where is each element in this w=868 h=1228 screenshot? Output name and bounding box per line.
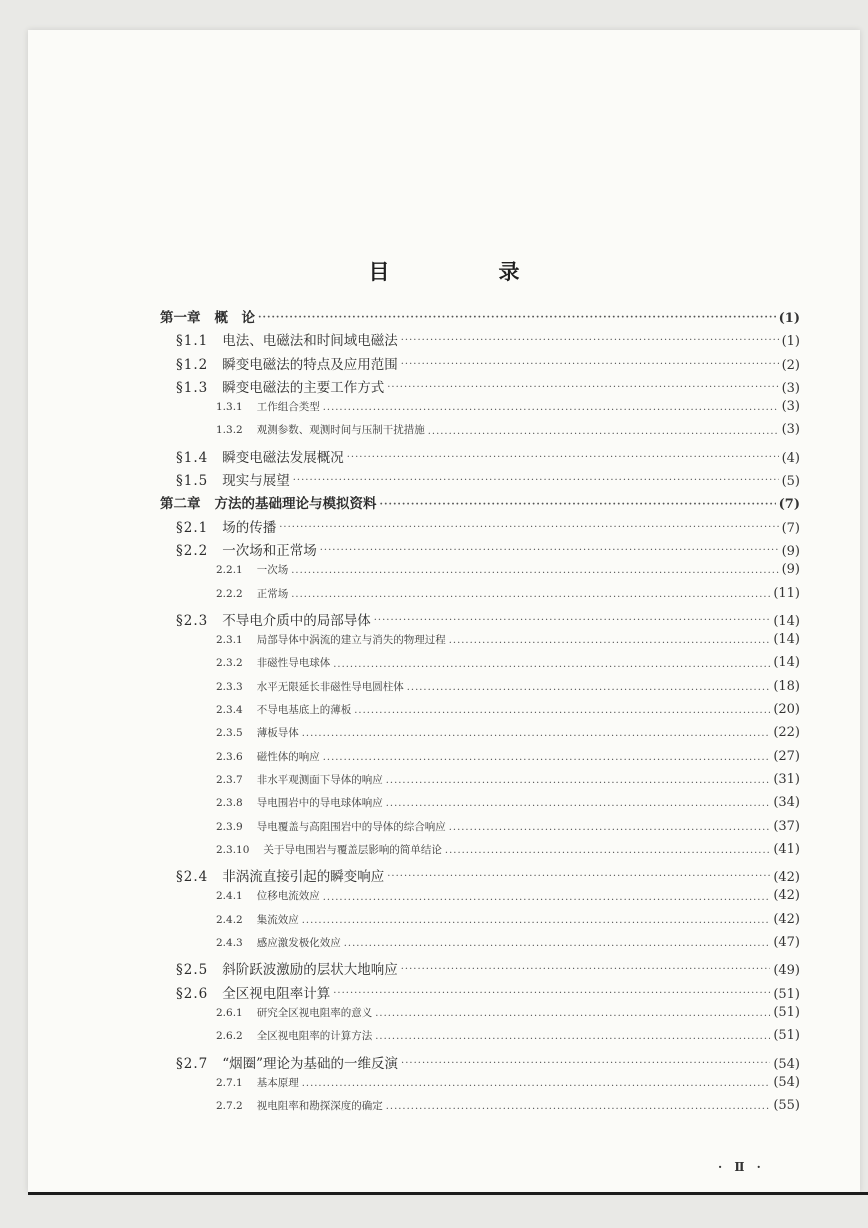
dot-leader — [375, 1034, 770, 1045]
toc-entry-title: “烟圈”理论为基础的一维反演 — [222, 1055, 399, 1072]
toc-entry-title: 非涡流直接引起的瞬变响应 — [222, 869, 385, 886]
toc-entry-page: (14) — [773, 632, 800, 648]
toc-entry-number: 2.4.3 — [216, 937, 243, 950]
dot-leader — [333, 988, 770, 999]
toc-entry-sub — [160, 702, 800, 725]
toc-entry-section — [160, 446, 800, 469]
toc-entry-page: (42) — [773, 870, 800, 886]
toc-entry-number: §2.5 — [176, 962, 209, 979]
toc-entry-page: (14) — [773, 655, 800, 671]
dot-leader — [401, 359, 779, 370]
toc-entry-page: (55) — [773, 1098, 800, 1114]
dot-leader — [445, 848, 770, 859]
toc-entry-page: (51) — [773, 1028, 800, 1044]
toc-entry-page: (9) — [781, 543, 800, 559]
toc-entry-number: 2.3.8 — [216, 797, 243, 810]
document-page — [28, 30, 860, 1192]
toc-entry-sub — [160, 725, 800, 748]
page-number: · Ⅱ · — [718, 1160, 765, 1174]
toc-entry-page: (54) — [773, 1074, 800, 1090]
toc-entry-title: 一次场 — [256, 564, 289, 577]
toc-entry-number: 第二章 — [160, 496, 201, 513]
toc-entry-number: 2.3.2 — [216, 657, 243, 670]
toc-entry-page: (7) — [781, 520, 800, 536]
toc-entry-section — [160, 353, 800, 376]
dot-leader — [428, 429, 779, 440]
toc-entry-section — [160, 982, 800, 1005]
toc-entry-title: 磁性体的响应 — [256, 750, 320, 763]
dot-leader — [347, 452, 779, 463]
toc-entry-title: 关于导电围岩与覆盖层影响的简单结论 — [263, 843, 442, 856]
dot-leader — [291, 568, 778, 579]
toc-entry-page: (3) — [781, 380, 800, 396]
dot-leader — [302, 1081, 771, 1092]
toc-entry-title: 导电围岩中的导电球体响应 — [256, 797, 383, 810]
toc-entry-title: 导电覆盖与高阻围岩中的导体的综合响应 — [256, 820, 446, 833]
toc-entry-title: 斜阶跃波激励的层状大地响应 — [222, 962, 398, 979]
toc-entry-sub — [160, 819, 800, 842]
toc-entry-title: 瞬变电磁法发展概况 — [222, 449, 344, 466]
toc-entry-title: 非磁性导电球体 — [256, 657, 331, 670]
toc-entry-page: (9) — [781, 562, 800, 578]
toc-entry-sub — [160, 632, 800, 655]
toc-entry-sub — [160, 586, 800, 609]
dot-leader — [386, 1104, 771, 1115]
dot-leader — [323, 895, 771, 906]
toc-entry-title: 位移电流效应 — [256, 890, 320, 903]
toc-entry-sub — [160, 842, 800, 865]
toc-entry-section — [160, 469, 800, 492]
toc-entry-page: (34) — [773, 795, 800, 811]
dot-leader — [291, 592, 770, 603]
toc-entry-title: 研究全区视电阻率的意义 — [256, 1006, 373, 1019]
toc-entry-number: 2.2.2 — [216, 587, 243, 600]
toc-entry-number: §1.4 — [176, 449, 209, 466]
toc-entry-page: (49) — [773, 963, 800, 979]
toc-entry-page: (51) — [773, 986, 800, 1002]
toc-entry-number: 2.2.1 — [216, 564, 243, 577]
toc-entry-page: (51) — [773, 1004, 800, 1020]
toc-entry-page: (54) — [773, 1056, 800, 1072]
toc-entry-number: 2.6.2 — [216, 1030, 243, 1043]
toc-entry-title: 薄板导体 — [256, 727, 299, 740]
toc-entry-number: §2.2 — [176, 542, 209, 559]
toc-entry-sub — [160, 1098, 800, 1121]
toc-entry-page: (18) — [773, 678, 800, 694]
toc-entry-title: 观测参数、观测时间与压制干扰措施 — [256, 424, 425, 437]
dot-leader — [449, 638, 771, 649]
toc-entry-sub — [160, 935, 800, 958]
toc-entry-section — [160, 865, 800, 888]
toc-entry-section — [160, 958, 800, 981]
toc-entry-number: 1.3.2 — [216, 424, 243, 437]
toc-entry-number: §2.6 — [176, 985, 209, 1002]
toc-entry-sub — [160, 795, 800, 818]
toc-entry-number: 2.4.2 — [216, 913, 243, 926]
toc-entry-title: 局部导体中涡流的建立与消失的物理过程 — [256, 634, 446, 647]
toc-entry-section — [160, 376, 800, 399]
toc-entry-number: §1.5 — [176, 473, 209, 490]
toc-entry-number: 2.3.1 — [216, 634, 243, 647]
toc-entry-page: (7) — [778, 497, 800, 513]
toc-entry-number: 2.7.1 — [216, 1076, 243, 1089]
toc-entry-page: (2) — [781, 357, 800, 373]
toc-entry-title: 不导电介质中的局部导体 — [222, 612, 371, 629]
toc-entry-number: §2.7 — [176, 1055, 209, 1072]
toc-entry-page: (27) — [773, 748, 800, 764]
dot-leader — [407, 685, 771, 696]
toc-entry-number: §2.1 — [176, 519, 209, 536]
toc-entry-number: 2.3.7 — [216, 773, 243, 786]
dot-leader — [279, 522, 778, 533]
toc-entry-title: 集流效应 — [256, 913, 299, 926]
toc-entry-section — [160, 539, 800, 562]
toc-entry-page: (37) — [773, 818, 800, 834]
toc-entry-number: 2.7.2 — [216, 1100, 243, 1113]
toc-entry-chapter — [160, 492, 800, 515]
toc-entry-number: §1.1 — [176, 333, 209, 350]
dot-leader — [344, 941, 771, 952]
toc-entry-number: 2.3.9 — [216, 820, 243, 833]
toc-entry-title: 电法、电磁法和时间域电磁法 — [222, 333, 398, 350]
toc-entry-page: (42) — [773, 911, 800, 927]
toc-entry-page: (41) — [773, 841, 800, 857]
toc-entry-title: 瞬变电磁法的主要工作方式 — [222, 379, 385, 396]
toc-entry-title: 方法的基础理论与模拟资料 — [214, 496, 377, 513]
toc-entry-number: 2.6.1 — [216, 1006, 243, 1019]
toc-entry-page: (22) — [773, 725, 800, 741]
toc-entry-title: 全区视电阻率计算 — [222, 985, 331, 1002]
dot-leader — [293, 475, 779, 486]
dot-leader — [320, 545, 779, 556]
table-of-contents — [160, 306, 800, 1121]
dot-leader — [333, 662, 770, 673]
toc-entry-section — [160, 329, 800, 352]
toc-entry-sub — [160, 655, 800, 678]
toc-entry-number: 2.3.5 — [216, 727, 243, 740]
toc-entry-page: (4) — [781, 450, 800, 466]
toc-entry-title: 水平无限延长非磁性导电圆柱体 — [256, 680, 404, 693]
toc-entry-sub — [160, 912, 800, 935]
dot-leader — [375, 1011, 770, 1022]
toc-entry-sub — [160, 772, 800, 795]
toc-entry-number: §2.3 — [176, 612, 209, 629]
toc-entry-page: (1) — [778, 311, 800, 326]
toc-entry-sub — [160, 422, 800, 445]
dot-leader — [449, 825, 771, 836]
dot-leader — [302, 918, 771, 929]
toc-entry-number: 1.3.1 — [216, 401, 243, 414]
toc-entry-title: 概 论 — [214, 310, 255, 326]
toc-entry-title: 全区视电阻率的计算方法 — [256, 1030, 373, 1043]
dot-leader — [386, 778, 771, 789]
toc-entry-sub — [160, 1075, 800, 1098]
toc-entry-sub — [160, 1028, 800, 1051]
toc-entry-number: 2.3.6 — [216, 750, 243, 763]
dot-leader — [387, 382, 778, 393]
toc-entry-title: 不导电基底上的薄板 — [256, 704, 352, 717]
dot-leader — [258, 312, 776, 323]
toc-entry-page: (31) — [773, 771, 800, 787]
toc-entry-page: (3) — [781, 399, 800, 415]
dot-leader — [323, 405, 779, 416]
toc-entry-section — [160, 609, 800, 632]
toc-entry-title: 瞬变电磁法的特点及应用范围 — [222, 356, 398, 373]
toc-entry-page: (20) — [773, 702, 800, 718]
toc-entry-sub — [160, 399, 800, 422]
toc-entry-number: §1.3 — [176, 379, 209, 396]
toc-entry-title: 非水平观测面下导体的响应 — [256, 773, 383, 786]
dot-leader — [380, 499, 776, 510]
dot-leader — [401, 1058, 770, 1069]
toc-entry-page: (1) — [781, 334, 800, 350]
toc-entry-number: 2.3.10 — [216, 843, 250, 856]
toc-entry-sub — [160, 562, 800, 585]
toc-entry-title: 视电阻率和勘探深度的确定 — [256, 1100, 383, 1113]
page-title: 目 录 — [368, 259, 564, 284]
toc-entry-sub — [160, 1005, 800, 1028]
toc-entry-chapter — [160, 306, 800, 329]
toc-entry-sub — [160, 749, 800, 772]
dot-leader — [387, 871, 770, 882]
toc-entry-title: 工作组合类型 — [256, 401, 320, 414]
dot-leader — [374, 615, 771, 626]
toc-entry-sub — [160, 888, 800, 911]
dot-leader — [401, 335, 779, 346]
toc-entry-page: (14) — [773, 613, 800, 629]
toc-entry-number: 第一章 — [160, 310, 201, 326]
dot-leader — [302, 731, 771, 742]
toc-entry-page: (42) — [773, 888, 800, 904]
toc-entry-sub — [160, 679, 800, 702]
toc-entry-page: (5) — [781, 474, 800, 490]
dot-leader — [323, 755, 771, 766]
toc-entry-title: 正常场 — [256, 587, 289, 600]
bottom-rule — [28, 1192, 868, 1195]
toc-entry-page: (47) — [773, 935, 800, 951]
toc-entry-page: (3) — [781, 422, 800, 438]
toc-entry-page: (11) — [773, 585, 800, 601]
toc-entry-title: 一次场和正常场 — [222, 542, 317, 559]
dot-leader — [386, 801, 771, 812]
toc-entry-section — [160, 1052, 800, 1075]
toc-entry-number: §2.4 — [176, 869, 209, 886]
toc-entry-title: 现实与展望 — [222, 473, 290, 490]
dot-leader — [401, 964, 771, 975]
toc-entry-number: 2.4.1 — [216, 890, 243, 903]
dot-leader — [354, 708, 770, 719]
toc-entry-number: §1.2 — [176, 356, 209, 373]
toc-entry-number: 2.3.4 — [216, 704, 243, 717]
toc-entry-title: 基本原理 — [256, 1076, 299, 1089]
toc-entry-number: 2.3.3 — [216, 680, 243, 693]
toc-entry-title: 场的传播 — [222, 519, 277, 536]
toc-entry-title: 感应激发极化效应 — [256, 937, 341, 950]
toc-entry-section — [160, 516, 800, 539]
